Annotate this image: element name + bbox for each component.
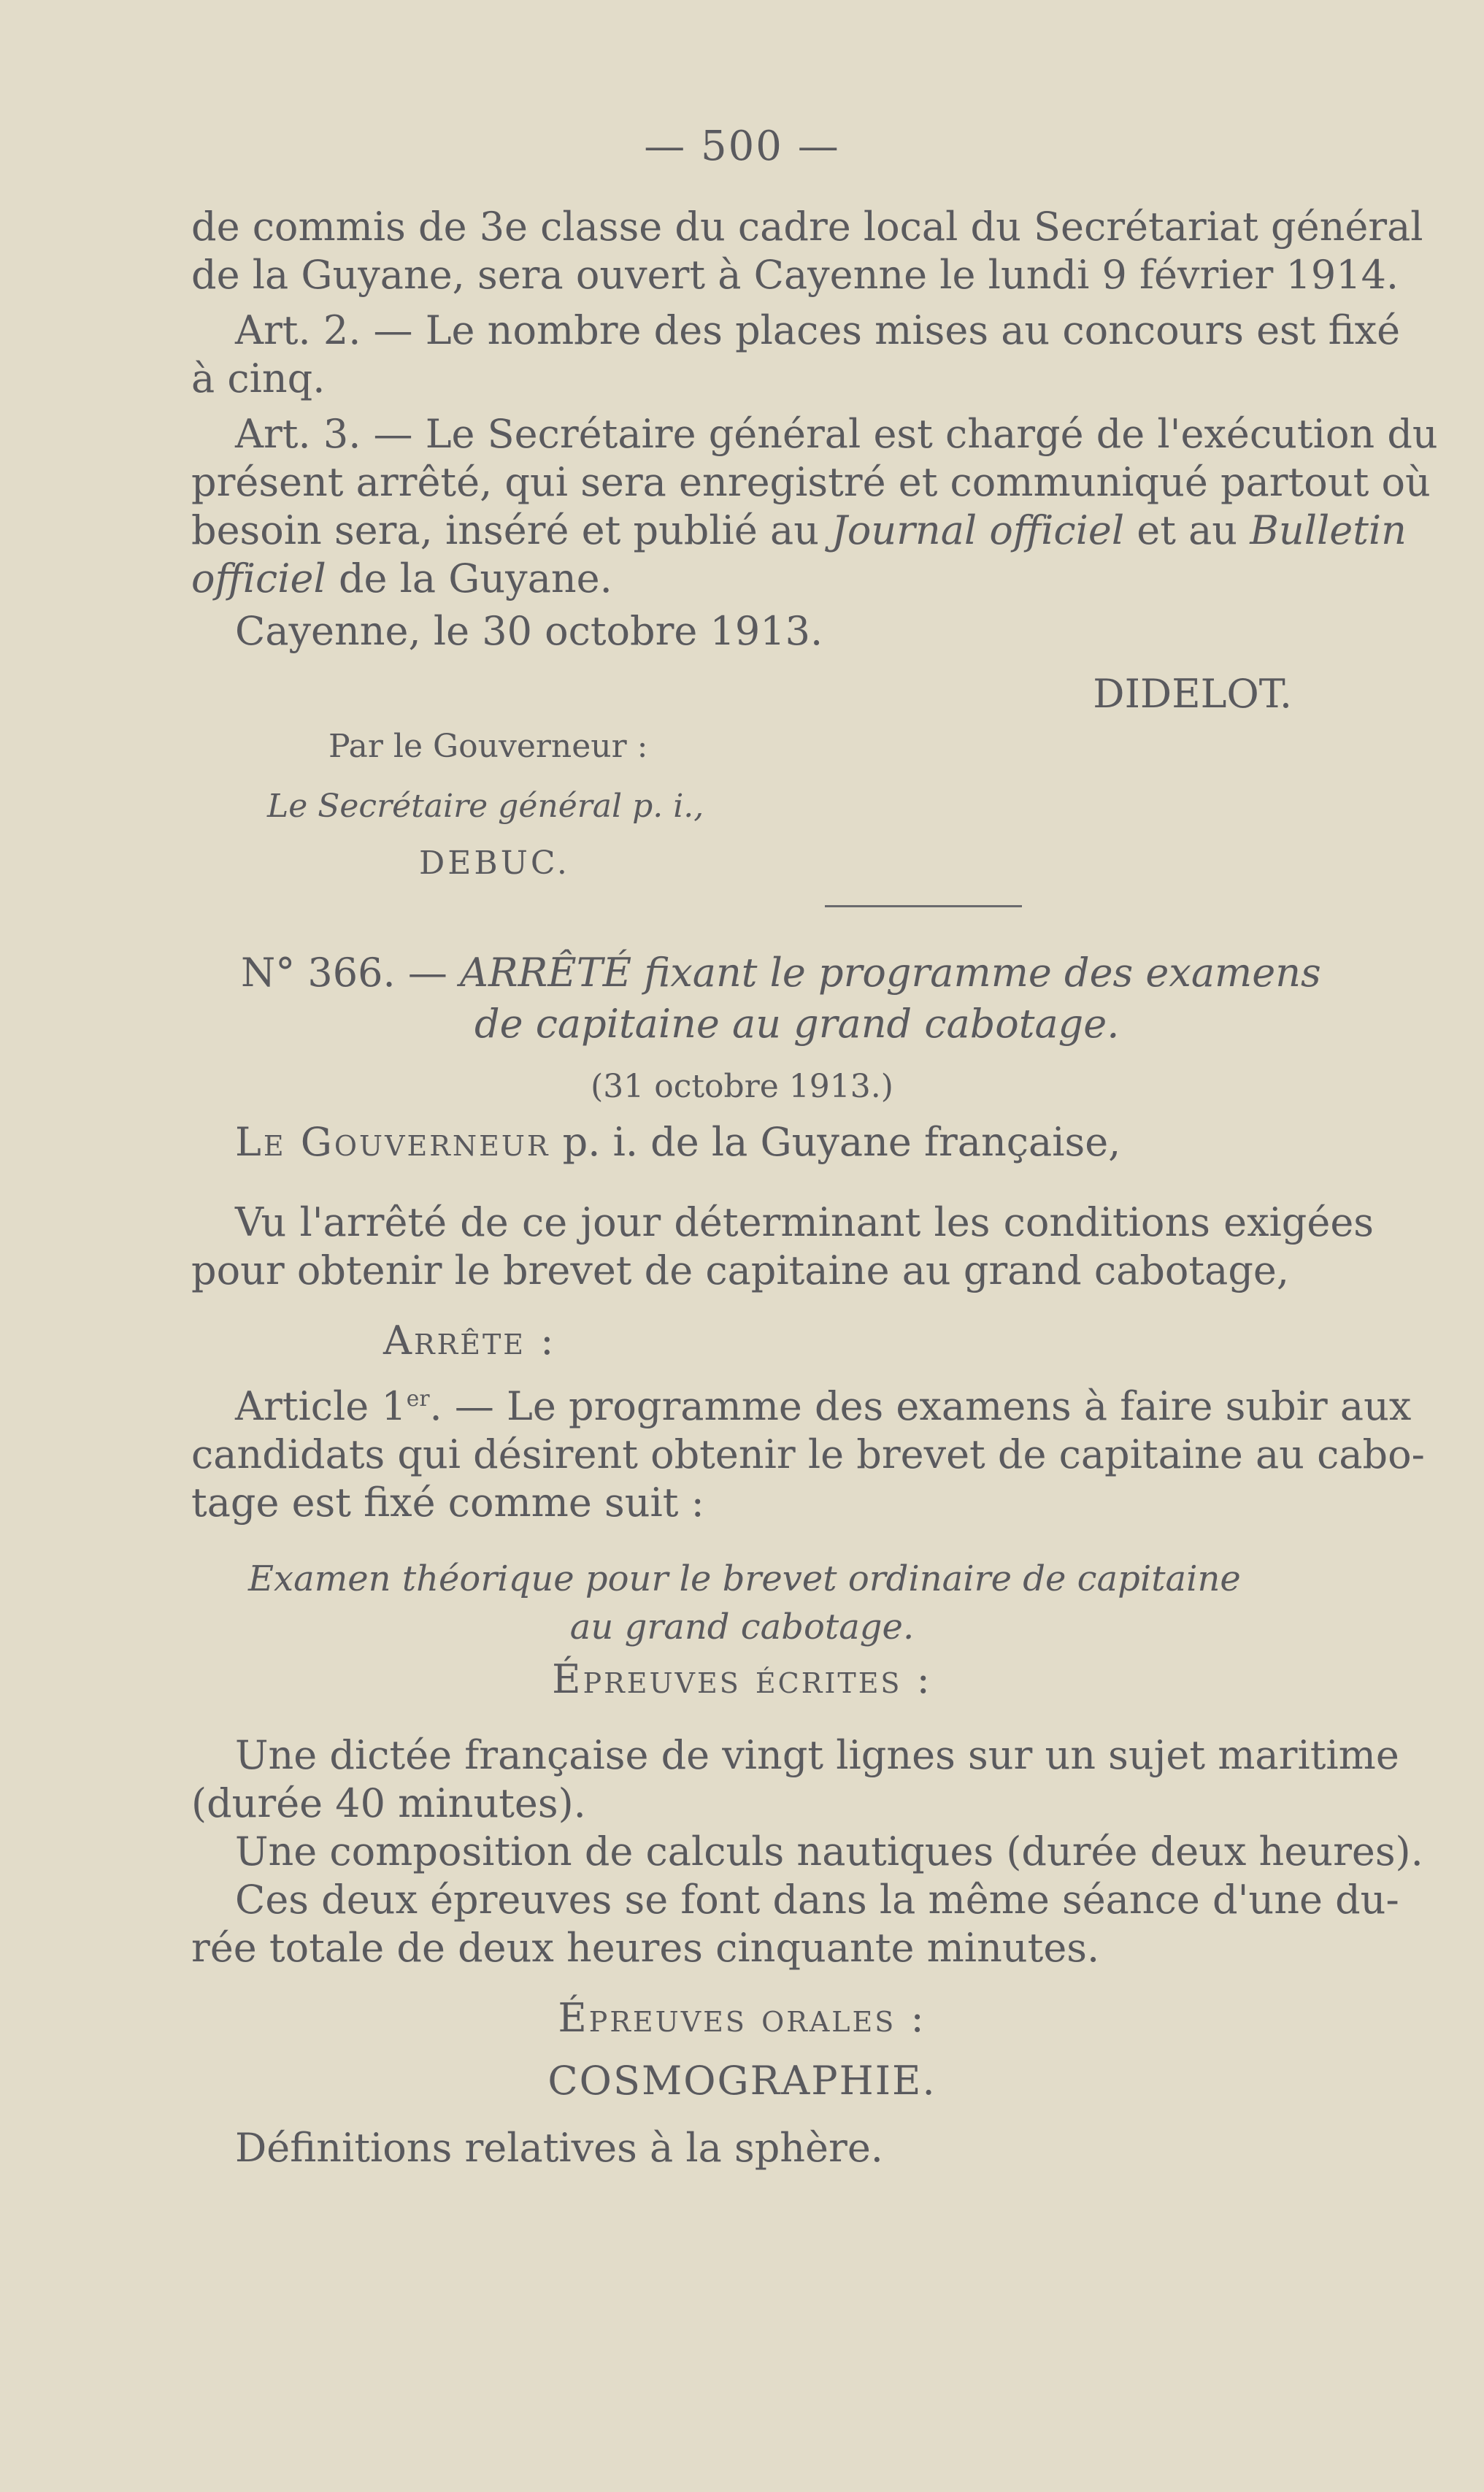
text-line: de commis de 3e classe du cadre local du Secrétariat général [191,204,1423,250]
date-line: Cayenne, le 30 octobre 1913. [235,608,823,654]
secretaire-signature: DEBUC. [419,845,570,882]
ecrites-line: Une composition de calculs nautiques (durée deux heures). [235,1828,1423,1874]
gouverneur-line [235,1118,1374,1166]
decree-date: (31 octobre 1913.) [591,1068,893,1105]
decree-title [241,949,1423,997]
article-3-line: Art. 3. — Le Secrétaire général est chargé de l'exécution du [235,411,1438,457]
article-1-line: candidats qui désirent obtenir le brevet de capitaine au cabo- [191,1431,1425,1477]
journal-officiel-title: Journal officiel [831,507,1125,553]
decree-number: N° 366. — [241,950,460,996]
ecrites-line: Une dictée française de vingt lignes sur un sujet maritime [235,1732,1399,1778]
epreuves-orales-heading: Épreuves orales : [558,1995,926,2041]
gouverneur-title: Le Gouverneur [235,1119,550,1165]
bulletin-title: officiel [191,555,326,601]
ecrites-line: Ces deux épreuves se font dans la même séance d'une du- [235,1877,1399,1923]
text-span: Article 1 [235,1383,407,1429]
exam-title: au grand cabotage. [569,1607,915,1647]
vu-line: Vu l'arrêté de ce jour déterminant les conditions exigées [235,1199,1374,1245]
epreuves-ecrites-heading: Épreuves écrites : [552,1656,932,1702]
exam-title: Examen théorique pour le brevet ordinaire de capitaine [248,1558,1241,1599]
article-3-line [191,507,1407,555]
signature: DIDELOT. [1093,671,1292,717]
ecrites-line: (durée 40 minutes). [191,1780,586,1826]
secretaire-general: Le Secrétaire général p. i., [267,788,704,825]
article-2-line: Art. 2. — Le nombre des places mises au concours est fixé [235,307,1401,353]
cosmographie-heading: COSMOGRAPHIE. [547,2058,937,2104]
text-span: p. i. de la Guyane française, [550,1119,1121,1165]
text-span: . — Le programme des examens à faire subir aux [429,1383,1412,1429]
definitions-line: Définitions relatives à la sphère. [235,2125,883,2171]
ecrites-line: rée totale de deux heures cinquante minutes. [191,1925,1100,1971]
separator-rule [825,905,1022,907]
vu-line: pour obtenir le brevet de capitaine au grand cabotage, [191,1247,1290,1293]
article-3-line [191,555,1374,603]
arrete-heading: Arrête : [383,1318,556,1364]
text-span: besoin sera, inséré et publié au [191,507,832,553]
page-number: — 500 — [644,123,840,170]
bulletin-title: Bulletin [1250,507,1407,553]
article-1-line [235,1382,1412,1431]
decree-title-text: ARRÊTÉ fixant le programme des examens [459,950,1321,996]
article-2-line: à cinq. [191,355,326,401]
decree-title-line2: de capitaine au grand cabotage. [474,1001,1120,1047]
par-le-gouverneur: Par le Gouverneur : [328,728,648,765]
article-1-line: tage est fixé comme suit : [191,1480,704,1526]
text-line: de la Guyane, sera ouvert à Cayenne le lundi 9 février 1914. [191,252,1399,298]
text-span: et au [1124,507,1250,553]
superscript: er [406,1386,430,1412]
text-span: de la Guyane. [326,555,612,601]
article-3-line: présent arrêté, qui sera enregistré et communiqué partout où [191,459,1431,505]
